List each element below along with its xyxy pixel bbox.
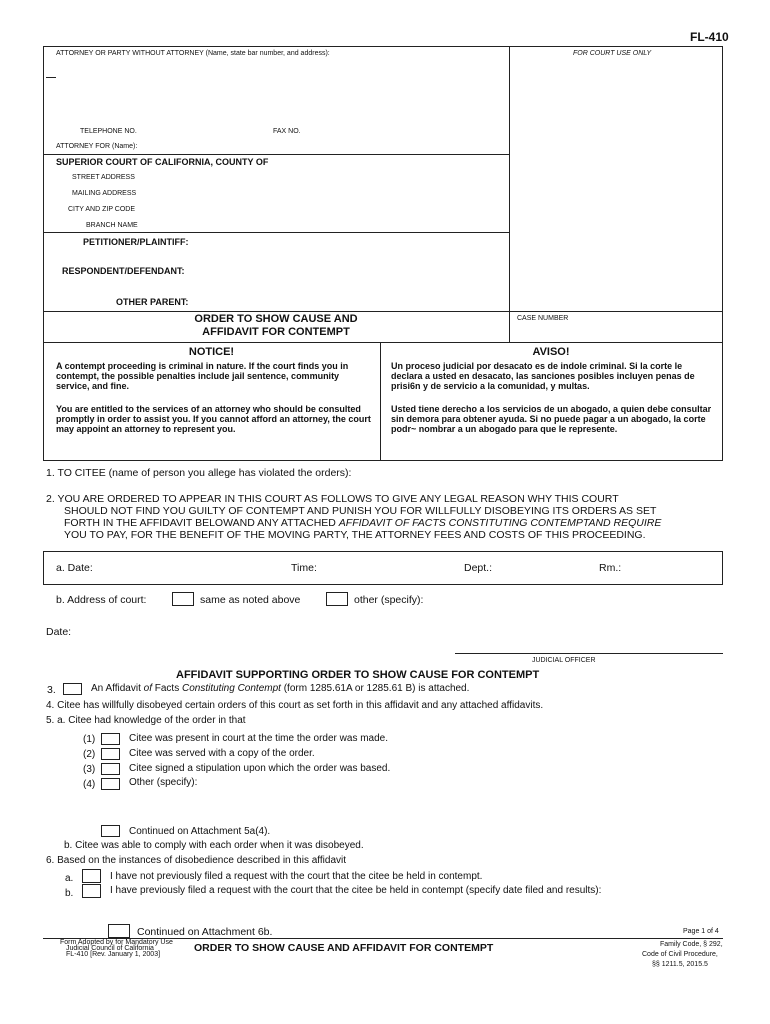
item-3-checkbox[interactable] (63, 683, 82, 695)
mailing-address-label: MAILING ADDRESS (72, 190, 137, 197)
continued-6b-label: Continued on Attachment 6b. (137, 926, 273, 938)
code-citation-1: Family Code, § 292, (660, 941, 723, 948)
petitioner-label: PETITIONER/PLAINTIFF: (83, 237, 189, 247)
form-adopted-3: FL-410 [Rev. January 1, 2003] (66, 951, 161, 958)
court-address-label: b. Address of court: (56, 594, 147, 606)
street-address-label: STREET ADDRESS (72, 174, 135, 181)
hearing-dept-label: Dept.: (464, 562, 493, 574)
same-address-checkbox[interactable] (172, 592, 194, 606)
item-2-line-1: 2. YOU ARE ORDERED TO APPEAR IN THIS COURT AS FOLLOWS TO GIVE ANY LEGAL REASON WHY THIS COURT (46, 493, 619, 505)
hearing-date-label: a. Date: (56, 562, 93, 574)
branch-name-label: BRANCH NAME (86, 222, 138, 229)
form-title-line2: AFFIDAVIT FOR CONTEMPT (202, 326, 350, 338)
attorney-label: ATTORNEY OR PARTY WITHOUT ATTORNEY (Name, state bar number, and address): (56, 50, 330, 57)
other-parent-label: OTHER PARENT: (116, 297, 189, 307)
form-number: FL-410 (690, 30, 729, 44)
item-5a1-checkbox[interactable] (101, 733, 120, 745)
form-title-line1: ORDER TO SHOW CAUSE AND (194, 313, 358, 325)
notice-title: NOTICE! (188, 346, 235, 358)
hearing-room-label: Rm.: (599, 562, 622, 574)
item-3-number: 3. (47, 684, 56, 696)
code-citation-3: §§ 1211.5, 2015.5 (652, 961, 708, 968)
court-label: SUPERIOR COURT OF CALIFORNIA, COUNTY OF (56, 157, 269, 167)
item-2-line-2: SHOULD NOT FIND YOU GUILTY OF CONTEMPT AND PUNISH YOU FOR WILLFULLY DISOBEYING ITS ORDERS AS SET (64, 505, 657, 517)
item-5a1-number: (1) (83, 734, 96, 745)
item-4-text: 4. Citee has willfully disobeyed certain orders of this court as set forth in this affidavit and any attached affidavits. (46, 700, 544, 711)
item-5a4-checkbox[interactable] (101, 778, 120, 790)
fax-label: FAX NO. (273, 128, 301, 135)
item-5a3-checkbox[interactable] (101, 763, 120, 775)
item-6b-number: b. (65, 888, 74, 899)
footer-title: ORDER TO SHOW CAUSE AND AFFIDAVIT FOR CONTEMPT (194, 942, 494, 954)
form-adopted-1: Form Adopted by for Mandatory Use (60, 939, 173, 946)
hearing-time-label: Time: (291, 562, 317, 574)
item-5a4-number: (4) (83, 779, 96, 790)
item-5b-text: b. Citee was able to comply with each order when it was disobeyed. (64, 840, 364, 851)
aviso-para-1: Un proceso judicial por desacato es de indole criminal. Si la corte le declara a usted en desacato, las sanciones posibles incluyen penas de prisi6n y de servicio a la comunidad, y multas. (391, 361, 695, 391)
same-address-label: same as noted above (200, 594, 301, 606)
item-5a4-text: Other (specify): (129, 777, 198, 788)
aviso-para-2: Usted tiene derecho a los servicios de un abogado, a quien debe consultar sin demora para obtener ayuda. Si no puede pagar a un abogado, la corte podr~ nombrar a un abogado para que le represente. (391, 404, 712, 434)
item-1-citee: 1. TO CITEE (name of person you allege has violated the orders): (46, 467, 352, 479)
continued-5a4-label: Continued on Attachment 5a(4). (129, 826, 271, 837)
form-adopted-2: Judicial Council of California (66, 945, 154, 952)
item-6-text: 6. Based on the instances of disobedience described in this affidavit (46, 855, 347, 866)
item-6a-checkbox[interactable] (82, 869, 101, 883)
item-5a3-text: Citee signed a stipulation upon which the order was based. (129, 763, 391, 774)
order-date-label: Date: (46, 626, 72, 638)
aviso-title: AVISO! (532, 346, 570, 358)
city-zip-label: CITY AND ZIP CODE (68, 206, 136, 213)
court-use-label: FOR COURT USE ONLY (573, 50, 652, 57)
item-5a2-text: Citee was served with a copy of the order. (129, 748, 315, 759)
item-5a2-checkbox[interactable] (101, 748, 120, 760)
item-6b-text: I have previously filed a request with the court that the citee be held in contempt (specify date filed and results): (110, 885, 602, 896)
telephone-label: TELEPHONE NO. (80, 128, 137, 135)
item-5a1-text: Citee was present in court at the time the order was made. (129, 733, 389, 744)
item-5a2-number: (2) (83, 749, 96, 760)
page-number: Page 1 of 4 (683, 928, 719, 935)
item-5a-text: 5. a. Citee had knowledge of the order in that (46, 715, 246, 726)
item-2-line-4: YOU TO PAY, FOR THE BENEFIT OF THE MOVING PARTY, THE ATTORNEY FEES AND COSTS OF THIS PROCEEDING. (64, 529, 646, 541)
judicial-officer-label: JUDICIAL OFFICER (532, 657, 596, 664)
notice-para-1: A contempt proceeding is criminal in nature. If the court finds you in contempt, the possible penalties include jail sentence, community service, and fine. (56, 361, 349, 391)
other-address-checkbox[interactable] (326, 592, 348, 606)
notice-para-2: You are entitled to the services of an attorney who should be consulted promptly in order to assist you. If you cannot afford an attorney, the court may appoint an attorney to represent you. (56, 404, 371, 434)
item-5a3-number: (3) (83, 764, 96, 775)
item-6b-checkbox[interactable] (82, 884, 101, 898)
item-3-text: An Affidavit of Facts Constituting Contempt (form 1285.61A or 1285.61 B) is attached. (91, 683, 470, 694)
item-2-line-3: FORTH IN THE AFFIDAVIT BELOWAND ANY ATTACHED AFFIDAVIT OF FACTS CONSTITUTING CONTEMPTAND REQUIRE (64, 517, 662, 529)
item-6a-text: I have not previously filed a request with the court that the citee be held in contempt. (110, 871, 483, 882)
respondent-label: RESPONDENT/DEFENDANT: (62, 266, 185, 276)
continued-6b-checkbox[interactable] (108, 924, 130, 938)
code-citation-2: Code of Civil Procedure, (642, 951, 718, 958)
item-6a-number: a. (65, 873, 74, 884)
other-address-label: other (specify): (354, 594, 424, 606)
continued-5a4-checkbox[interactable] (101, 825, 120, 837)
attorney-for-label: ATTORNEY FOR (Name): (56, 143, 138, 150)
affidavit-title: AFFIDAVIT SUPPORTING ORDER TO SHOW CAUSE FOR CONTEMPT (176, 669, 540, 681)
case-number-label: CASE NUMBER (517, 315, 569, 322)
